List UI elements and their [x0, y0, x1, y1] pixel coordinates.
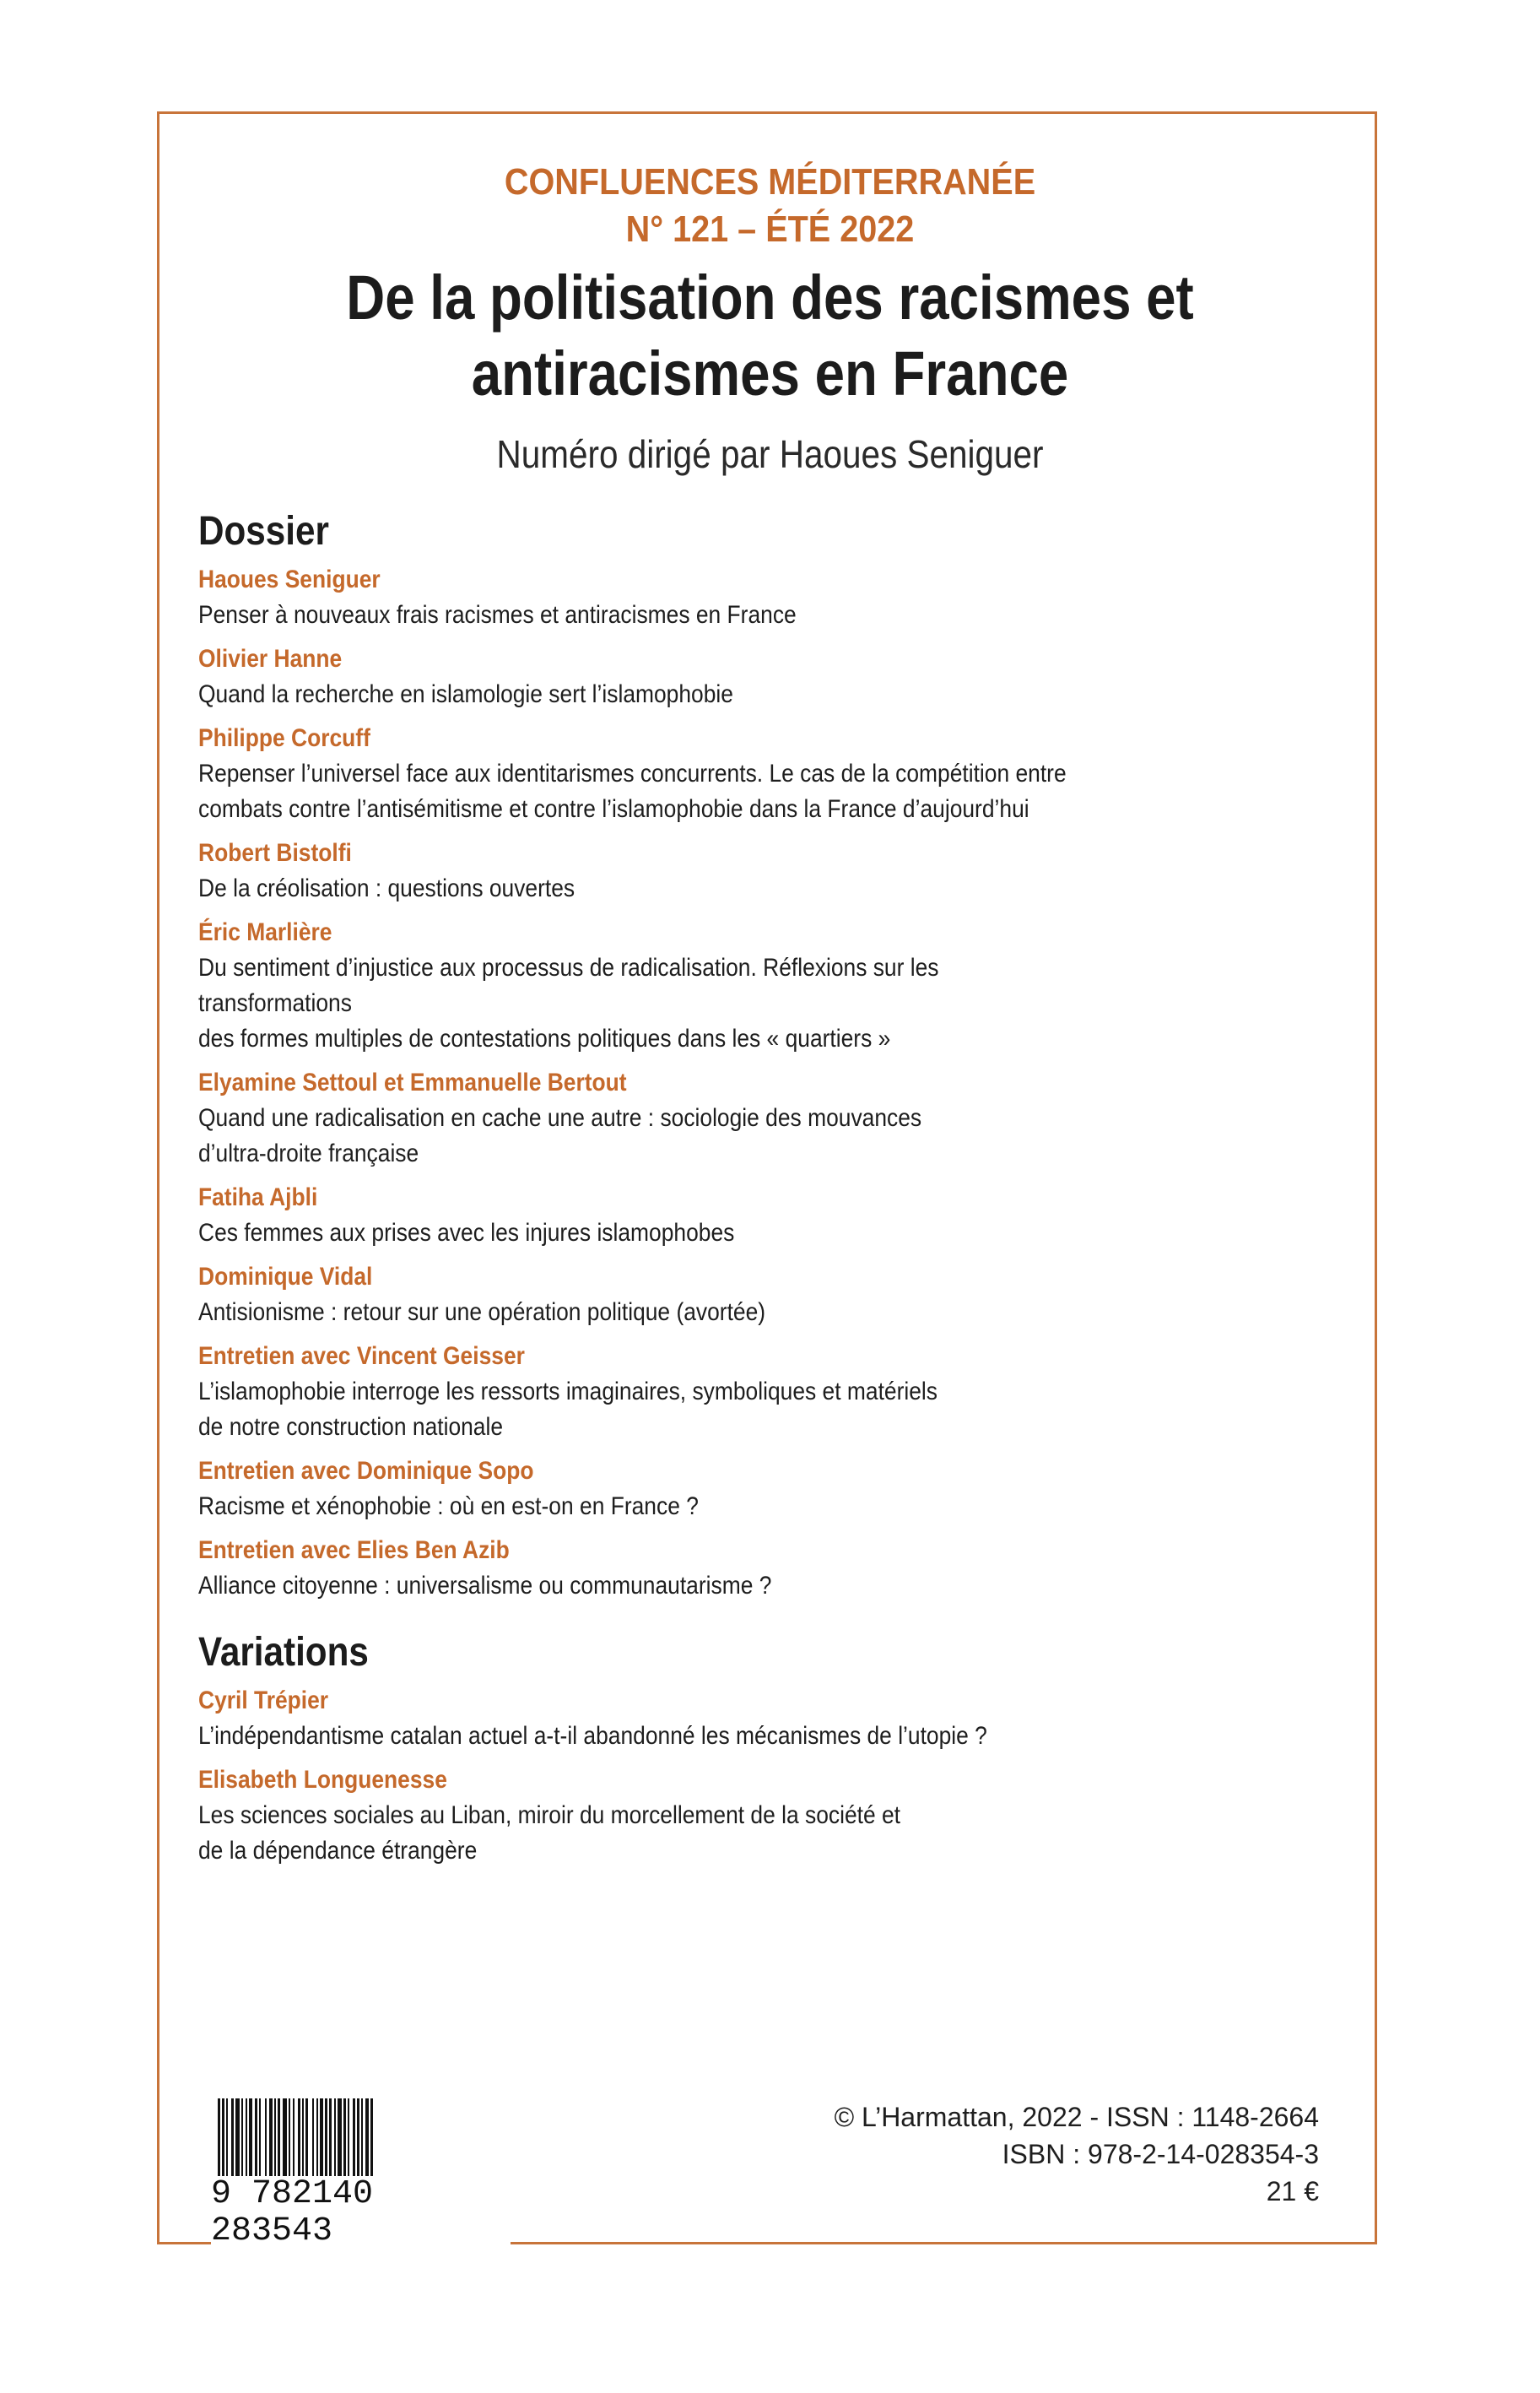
isbn-barcode — [211, 2098, 511, 2250]
article-author: Dominique Vidal — [198, 1263, 373, 1291]
article-item — [198, 1065, 1089, 1172]
article-author: Fatiha Ajbli — [198, 1183, 318, 1211]
article-item — [198, 721, 1089, 827]
article-author: Elisabeth Longuenesse — [198, 1766, 447, 1794]
barcode-digits: 9 782140 283543 — [211, 2176, 511, 2250]
article-item — [198, 1454, 1089, 1524]
article-item — [198, 1533, 1089, 1604]
article-title: Ces femmes aux prises avec les injures islamophobes — [198, 1219, 735, 1247]
article-item — [198, 642, 1089, 712]
article-item — [198, 1259, 1089, 1330]
article-author: Entretien avec Elies Ben Azib — [198, 1536, 510, 1564]
article-title: Antisionisme : retour sur une opération politique (avortée) — [198, 1298, 766, 1326]
issue-number: N° 121 – ÉTÉ 2022 — [625, 208, 915, 250]
barcode-bars — [218, 2098, 375, 2183]
article-title: Penser à nouveaux frais racismes et antiracismes en France — [198, 601, 797, 629]
article-item — [198, 915, 1089, 1057]
article-title: De la créolisation : questions ouvertes — [198, 874, 575, 902]
article-author: Entretien avec Dominique Sopo — [198, 1457, 534, 1485]
issue-title-line-1: De la politisation des racismes et — [346, 263, 1194, 333]
article-title: L’islamophobie interroge les ressorts imaginaires, symboliques et matériels de notre construction nationale — [198, 1378, 938, 1441]
article-title: Quand une radicalisation en cache une autre : sociologie des mouvances d’ultra-droite française — [198, 1104, 922, 1167]
article-author: Entretien avec Vincent Geisser — [198, 1342, 525, 1370]
article-title: Du sentiment d’injustice aux processus de radicalisation. Réflexions sur les transformations des formes multiples de contestations politiques dans les « quartiers » — [198, 954, 939, 1053]
article-title: Repenser l’universel face aux identitarismes concurrents. Le cas de la compétition entre combats contre l’antisémitisme et contre l’islamophobie dans la France d’aujourd’hui — [198, 760, 1067, 823]
issue-title — [108, 260, 1433, 412]
article-item — [198, 836, 1089, 907]
article-author: Robert Bistolfi — [198, 839, 352, 867]
section-dossier — [198, 506, 1089, 1604]
section-heading: Dossier — [198, 509, 329, 554]
article-item — [198, 1180, 1089, 1251]
article-title: Quand la recherche en islamologie sert l’islamophobie — [198, 680, 733, 708]
article-title: Racisme et xénophobie : où en est-on en France ? — [198, 1492, 699, 1520]
copyright-issn: © L’Harmattan, 2022 - ISSN : 1148-2664 — [834, 2102, 1319, 2132]
publication-info — [835, 2098, 1319, 2210]
article-title: L’indépendantisme catalan actuel a-t-il abandonné les mécanismes de l’utopie ? — [198, 1722, 987, 1750]
issue-title-line-2: antiracismes en France — [471, 338, 1069, 409]
article-item — [198, 562, 1089, 633]
article-author: Éric Marlière — [198, 918, 332, 946]
issue-editor: Numéro dirigé par Haoues Seniguer — [496, 432, 1044, 476]
article-author: Olivier Hanne — [198, 645, 343, 673]
article-title: Alliance citoyenne : universalisme ou communautarisme ? — [198, 1572, 772, 1600]
article-author: Haoues Seniguer — [198, 566, 381, 593]
price: 21 € — [1266, 2176, 1319, 2206]
article-item — [198, 1339, 1089, 1445]
journal-name: CONFLUENCES MÉDITERRANÉE — [504, 161, 1036, 203]
article-author: Philippe Corcuff — [198, 724, 370, 752]
article-title: Les sciences sociales au Liban, miroir du morcellement de la société et de la dépendance étrangère — [198, 1801, 901, 1865]
article-author: Elyamine Settoul et Emmanuelle Bertout — [198, 1069, 627, 1096]
table-of-contents — [198, 506, 1089, 1877]
article-item — [198, 1762, 1089, 1869]
section-variations — [198, 1627, 1089, 1869]
section-heading: Variations — [198, 1630, 369, 1675]
article-author: Cyril Trépier — [198, 1686, 329, 1714]
isbn: ISBN : 978-2-14-028354-3 — [1002, 2139, 1319, 2169]
article-item — [198, 1683, 1089, 1754]
